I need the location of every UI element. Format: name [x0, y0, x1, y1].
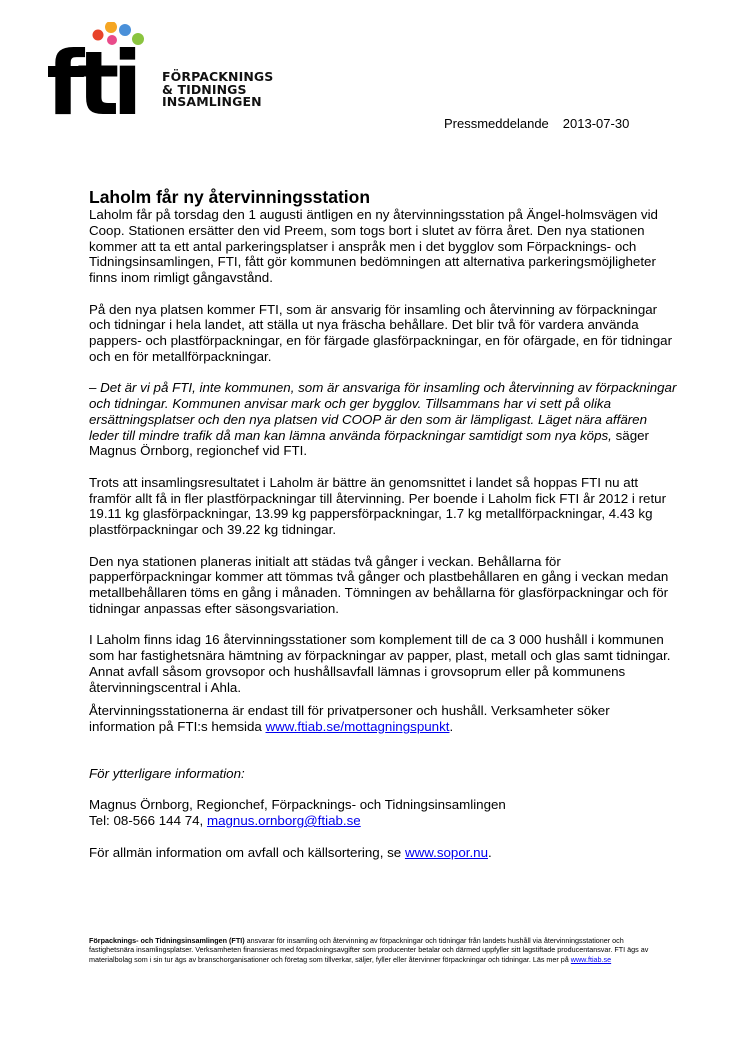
logo-text: [162, 71, 273, 109]
contact-name: Magnus Örnborg, Regionchef, Förpacknings- och Tidningsinsamlingen: [89, 797, 506, 813]
press-header: [444, 116, 629, 131]
paragraph-containers: På den nya platsen kommer FTI, som är ansvarig för insamling och återvinning av förpackningar och tidningar i hela landet, att ställa ut nya fräscha behållare. Det blir två för vardera använda pappers- och plastförpackningar, en för färgade glasförpackningar, en för ofärgade, en för tidningar och en för metallförpackningar.: [89, 301, 673, 364]
footer-text: ansvarar för insamling och återvinning av förpackningar och tidningar från landets hushåll via återvinningsstationer och fastighetsnära insamlingsplatser. Verksamheten finansieras med förpackningsavgifter som producenter betalar och därmed uppfyller sitt lagstiftade producentansvar. FTI ägs av materialbolag som i sin tur ägs av branschorganisationer och företag som tillverkar, säljer, fyller eller återvinner förpackningar och tidningar. Läs mer på: [89, 936, 649, 964]
press-label: Pressmeddelande: [444, 116, 549, 131]
logo-line-1: FÖRPACKNINGS: [162, 69, 274, 84]
general-info-text: För allmän information om avfall och källsortering, se: [89, 844, 405, 860]
press-date: 2013-07-30: [562, 116, 630, 131]
footer-link-ftiab[interactable]: www.ftiab.se: [570, 954, 612, 964]
contact-heading: För ytterligare information:: [89, 765, 245, 781]
quote-text: – Det är vi på FTI, inte kommunen, som är ansvariga för insamling och återvinning av förpackningar och tidningar. Kommunen anvisar mark och ger bygglov. Tillsammans har vi sett på olika ersättningsplatser och den nya platsen vid COOP är den som är lämpligast. Läget nära affären leder till mindre trafik då man kan lämna använda förpackningar samtidigt som nya köps,: [89, 380, 677, 443]
logo-line-2: & TIDNINGS: [162, 81, 247, 97]
logo-line-3: INSAMLINGEN: [162, 94, 262, 109]
link-mottagningspunkt[interactable]: www.ftiab.se/mottagningspunkt: [265, 719, 450, 734]
footer-boilerplate: [89, 936, 669, 964]
contact-email-link[interactable]: magnus.ornborg@ftiab.se: [206, 813, 361, 828]
footer-org: Förpacknings- och Tidningsinsamlingen (FTI): [89, 936, 245, 945]
press-release-body: [89, 187, 679, 876]
contact-block: [89, 797, 679, 829]
general-info-end: .: [488, 844, 492, 860]
logo-wordmark: fti: [48, 32, 136, 122]
paragraph-intro: Laholm får på torsdag den 1 augusti äntligen en ny återvinningsstation på Ängel-holmsvägen vid Coop. Stationen ersätter den vid Preem, som togs bort i slutet av förra året. Den nya stationen kommer att ta ett antal parkeringsplatser i anspråk men i det bygglov som Förpacknings- och Tidningsinsamlingen, FTI, fått gör kommunen bedömningen att alternativa parkeringsmöjligheter finns inom rimligt gångavstånd.: [89, 207, 658, 285]
paragraph-quote: [89, 380, 679, 459]
paragraph-results: Trots att insamlingsresultatet i Laholm är bättre än genomsnittet i landet så hoppas FTI nu att framför allt få in fler plastförpackningar till återvinning. Per boende i Laholm fick FTI år 2012 i retur 19.11 kg glasförpackningar, 13.99 kg pappersförpackningar, 1.7 kg metallförpackningar, 4.43 kg plastförpackningar och 39.22 kg tidningar.: [89, 474, 667, 537]
link-sopor[interactable]: www.sopor.nu: [404, 844, 489, 860]
general-info: [89, 845, 679, 861]
contact-tel: Tel: 08-566 144 74,: [89, 813, 207, 828]
paragraph-cleaning: Den nya stationen planeras initialt att städas två gånger i veckan. Behållarna för papperförpackningar kommer att tömmas två gånger och plastbehållaren en gång i veckan medan metallbehållaren töms en gång i månaden. Tömningen av behållarna för glasförpackningar och för tidningar anpassas efter säsongsvariation.: [89, 553, 669, 616]
quote-attribution: säger Magnus Örnborg, regionchef vid FTI.: [89, 427, 649, 459]
private-end: .: [449, 719, 454, 734]
page-title: Laholm får ny återvinningsstation: [89, 187, 371, 207]
private-text: Återvinningsstationerna är endast till för privatpersoner och hushåll. Verksamheter söker information på FTI:s hemsida: [89, 703, 610, 734]
paragraph-private: [89, 703, 679, 735]
paragraph-stations: I Laholm finns idag 16 återvinningsstationer som komplement till de ca 3 000 hushåll i kommunen som har fastighetsnära hämtning av förpackningar av papper, plast, metall och glas samt tidningar. Annat avfall såsom grovsopor och hushållsavfall lämnas i grovsoprum eller på kommunens återvinningscentral i Ahla.: [89, 632, 671, 695]
